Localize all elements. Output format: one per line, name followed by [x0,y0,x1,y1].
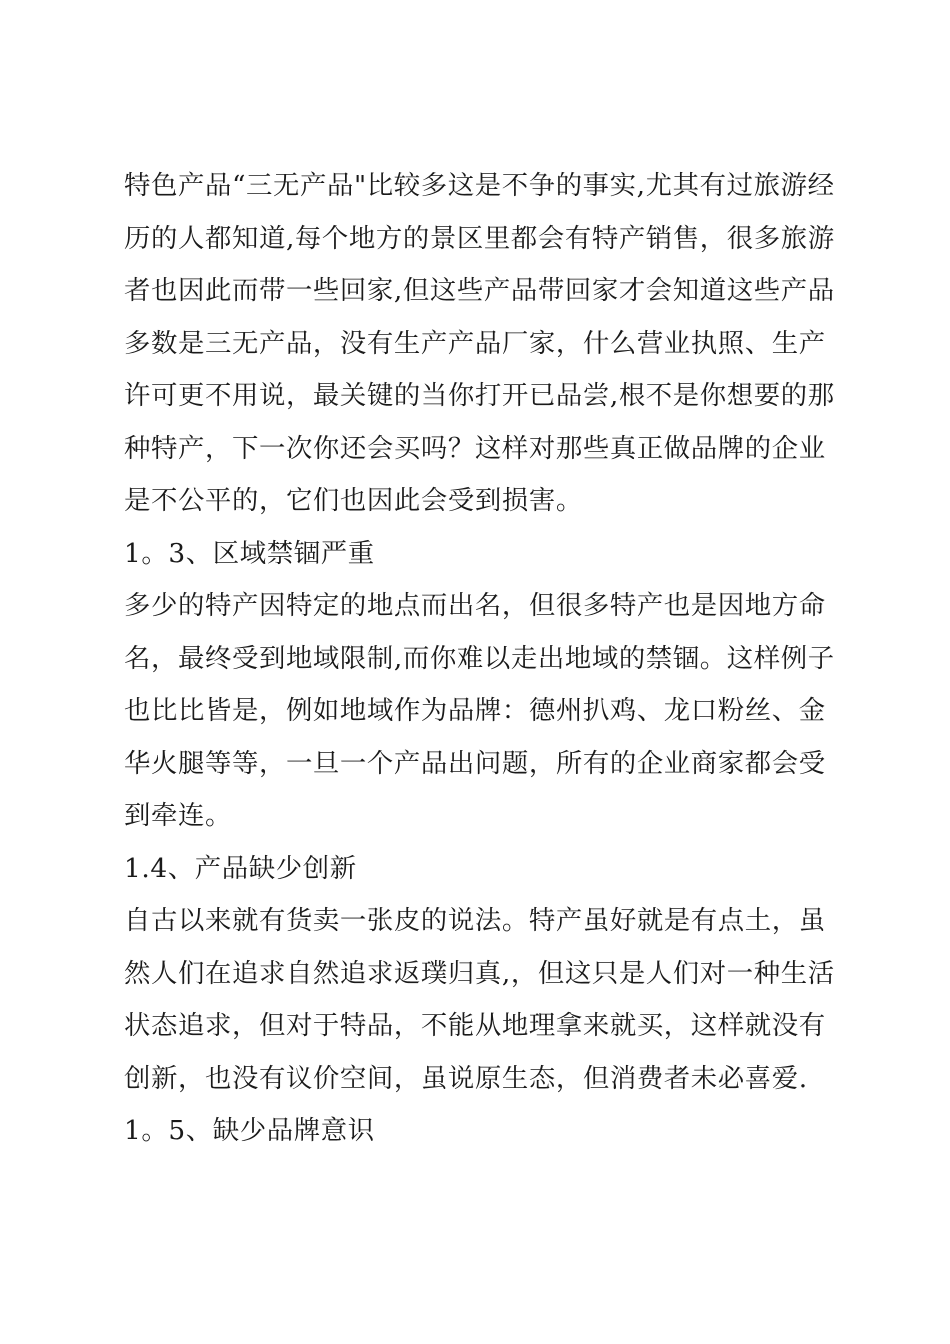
section-heading-1-3: 1。3、区域禁锢严重 [124,537,375,569]
text-line: 名，最终受到地域限制,而你难以走出地域的禁锢。这样例子 [124,642,835,674]
text-line: 状态追求，但对于特品，不能从地理拿来就买，这样就没有 [124,1010,826,1041]
text-line: 多数是三无产品，没有生产产品厂家，什么营业执照、生产 [124,327,826,359]
text-line: 是不公平的，它们也因此会受到损害。 [124,485,583,516]
text-line: 多少的特产因特定的地点而出名，但很多特产也是因地方命 [124,590,826,621]
paragraph-lack-of-innovation [124,895,835,1105]
text-line: 者也因此而带一些回家,但这些产品带回家才会知道这些产品 [124,275,835,306]
document-body [124,160,835,1158]
text-line: 到牵连。 [124,800,232,831]
section-heading-1-5: 1。5、缺少品牌意识 [124,1115,375,1146]
text-line: 自古以来就有货卖一张皮的说法。特产虽好就是有点土，虽 [124,905,826,936]
text-line: 历的人都知道,每个地方的景区里都会有特产销售，很多旅游 [124,222,835,254]
text-line: 特色产品“三无产品"比较多这是不争的事实,尤其有过旅游经 [124,170,835,201]
text-line: 创新，也没有议价空间，虽说原生态，但消费者未必喜爱. [124,1062,808,1094]
text-line: 许可更不用说，最关键的当你打开已品尝,根不是你想要的那 [124,380,835,411]
text-line: 华火腿等等，一旦一个产品出问题，所有的企业商家都会受 [124,747,826,779]
text-line: 种特产，下一次你还会买吗？这样对那些真正做品牌的企业 [124,432,826,464]
paragraph-three-no-products [124,160,835,528]
paragraph-regional-restriction [124,580,835,843]
section-heading-1-4: 1.4、产品缺少创新 [124,852,357,884]
text-line: 也比比皆是，例如地域作为品牌：德州扒鸡、龙口粉丝、金 [124,695,826,726]
text-line: 然人们在追求自然追求返璞归真,，但这只是人们对一种生活 [124,957,835,989]
